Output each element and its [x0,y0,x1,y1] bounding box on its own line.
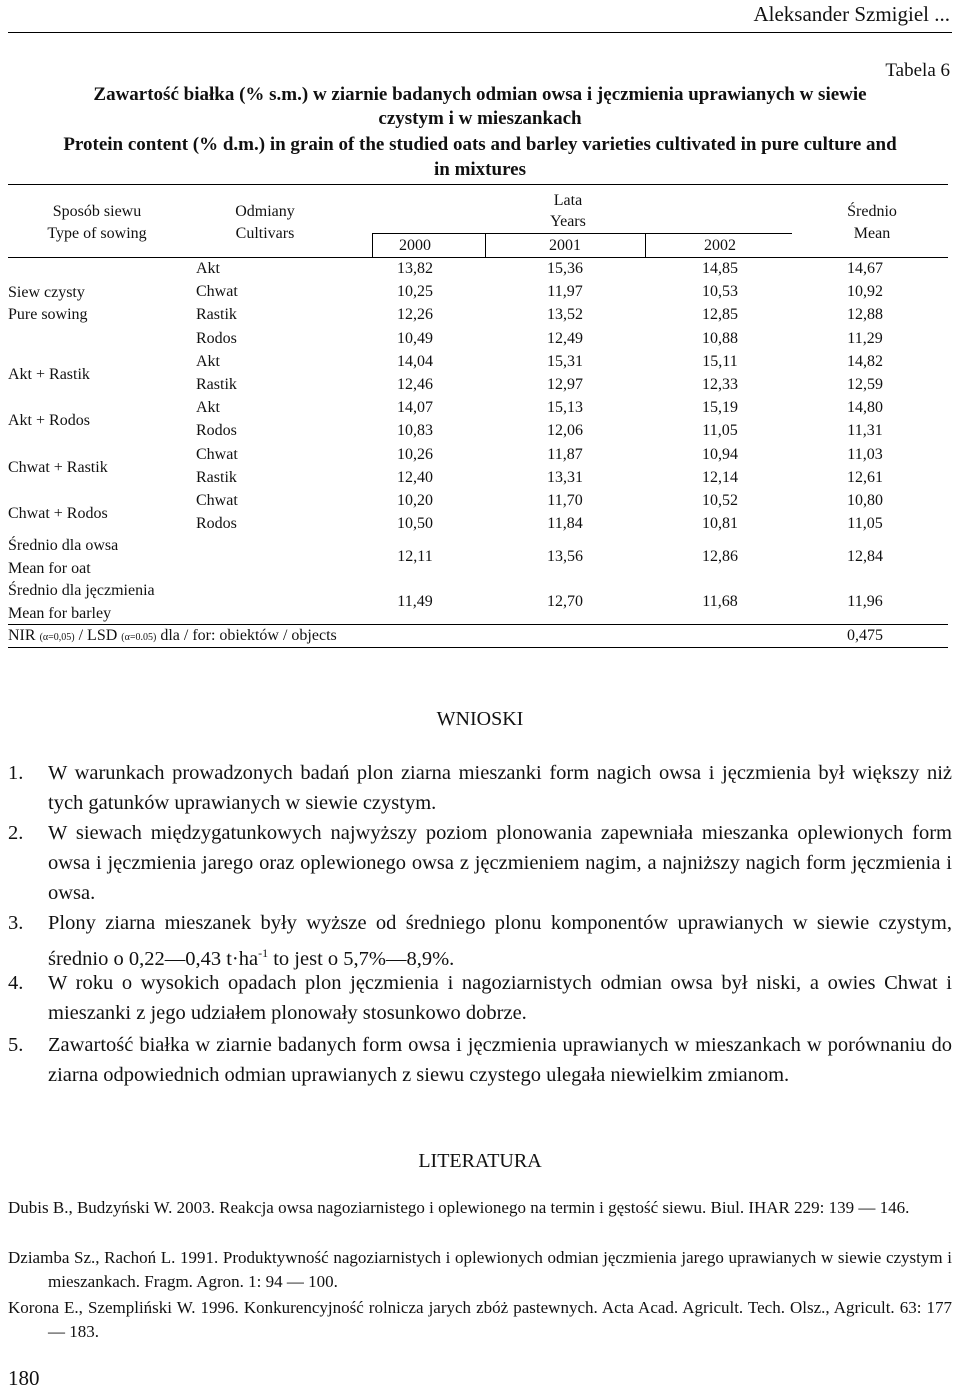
column-header-years: Lata [553,192,583,209]
reference-text: Dziamba Sz., Rachoń L. 1991. Produktywność nagoziarnistych i oplewionych odmian jęczmienia jarego uprawianych w siewie czystym i mieszankach. Fragm. Agron. 1: 94 — 100. [8,1248,952,1291]
mean-oat-label-en: Mean for oat [8,560,91,577]
cultivar-cell: Chwat [196,283,238,301]
cultivar-cell: Akt [196,399,220,417]
mean-barley-value: 12,70 [547,593,583,610]
row-group-label: Akt + Rodos [8,412,90,430]
lsd-alpha-en: (α=0.05) [121,632,157,643]
value-cell: 10,25 [397,283,433,301]
header-rule [8,32,952,33]
value-cell: 10,81 [702,515,738,533]
conclusion-item [8,968,952,1028]
value-cell: 10,52 [702,492,738,509]
value-cell: 12,06 [547,422,583,440]
value-cell: 11,03 [847,445,883,463]
lsd-top-rule [8,624,948,625]
value-cell: 11,05 [702,422,738,440]
mean-barley-value: 11,49 [397,593,433,610]
value-cell: 12,26 [397,306,433,324]
value-cell: 11,29 [847,329,883,347]
value-cell: 12,49 [547,329,583,347]
mean-barley-value: 11,96 [847,593,883,610]
literature-title: LITERATURA [418,1150,542,1172]
column-header-mean: Średnio [847,203,897,220]
running-head: Aleksander Szmigiel ... [753,2,950,26]
column-header-years-en: Years [550,213,586,230]
mean-barley-value: 11,68 [702,593,738,610]
years-divider [645,233,646,257]
unit-exponent: -1 [258,946,269,960]
value-cell: 10,80 [847,492,883,509]
cultivar-cell: Chwat [196,492,238,509]
value-cell: 11,05 [847,515,883,533]
mean-oat-value: 12,86 [702,548,738,565]
table-caption-pl: Zawartość białka (% s.m.) w ziarnie badanych odmian owsa i jęczmienia uprawianych w siewie [93,84,867,105]
conclusion-number: 3. [8,912,24,934]
conclusion-item [8,818,952,908]
year-header: 2000 [399,237,431,254]
value-cell: 14,07 [397,399,433,417]
conclusion-item [8,908,952,974]
cultivar-cell: Rodos [196,422,237,440]
value-cell: 14,80 [847,399,883,417]
value-cell: 12,14 [702,468,738,486]
conclusion-number: 1. [8,762,24,784]
value-cell: 11,87 [547,445,583,463]
column-header-mean-en: Mean [853,225,891,242]
mean-oat-value: 12,11 [397,548,433,565]
mean-oat-value: 12,84 [847,548,883,565]
cultivar-cell: Rodos [196,329,237,347]
value-cell: 10,88 [702,329,738,347]
column-header-sowing-en: Type of sowing [47,225,147,242]
conclusion-number: 2. [8,822,24,844]
cultivar-cell: Akt [196,352,220,370]
conclusion-number: 4. [8,972,24,994]
table-number: Tabela 6 [885,60,950,81]
reference-item [8,1246,952,1294]
row-group-label: Chwat + Rodos [8,505,108,523]
value-cell: 12,59 [847,376,883,393]
table-caption-en: Protein content (% d.m.) in grain of the studied oats and barley varieties cultivated in pure culture and [63,134,897,155]
value-cell: 12,85 [702,306,738,324]
lsd-slash: / LSD [78,627,118,644]
year-header: 2002 [704,237,736,254]
value-cell: 13,31 [547,468,583,486]
value-cell: 10,49 [397,329,433,347]
reference-text: Korona E., Szempliński W. 1996. Konkurencyjność rolnicza jarych zbóż pastewnych. Acta Acad. Agricult. Tech. Olsz., Agricult. 63: 177 — 183. [8,1298,952,1341]
lsd-value: 0,475 [847,627,883,644]
cultivar-cell: Chwat [196,445,238,463]
header-bottom-rule [8,257,948,258]
lsd-nir: NIR [8,627,36,644]
value-cell: 15,13 [547,399,583,417]
conclusion-item [8,758,952,818]
value-cell: 13,82 [397,260,433,277]
value-cell: 11,70 [547,492,583,509]
lsd-objects: dla / for: obiektów / objects [160,627,337,644]
table-caption-pl-cont: czystym i w mieszankach [378,108,582,129]
reference-item [8,1196,952,1220]
value-cell: 12,46 [397,376,433,393]
mean-barley-label: Średnio dla jęczmienia [8,582,155,599]
value-cell: 14,04 [397,352,433,370]
value-cell: 12,61 [847,468,883,486]
cultivar-cell: Rastik [196,306,237,324]
conclusion-text: W roku o wysokich opadach plon jęczmienia i nagoziarnistych odmian owsa był niski, a owies Chwat i mieszanki z jego udziałem plonowały stosunkowo dobrze. [48,972,952,1024]
cultivar-cell: Rodos [196,515,237,533]
conclusion-text-b: to jest o 5,7%—8,9%. [268,947,455,970]
value-cell: 12,40 [397,468,433,486]
value-cell: 10,26 [397,445,433,463]
page-number: 180 [8,1366,40,1390]
value-cell: 15,31 [547,352,583,370]
column-header-sowing: Sposób siewu [52,203,142,220]
row-group-label: Akt + Rastik [8,366,90,383]
table-caption-en-cont: in mixtures [433,159,526,180]
lsd-label [8,626,337,648]
value-cell: 15,19 [702,399,738,417]
value-cell: 15,11 [702,352,738,370]
value-cell: 11,97 [547,283,583,301]
reference-text: Dubis B., Budzyński W. 2003. Reakcja owsa nagoziarnistego i oplewionego na termin i gęstość siewu. Biul. IHAR 229: 139 — 146. [8,1198,910,1217]
conclusions-title: WNIOSKI [436,708,524,730]
value-cell: 11,84 [547,515,583,533]
conclusion-text: Zawartość białka w ziarnie badanych form owsa i jęczmienia uprawianych w mieszankach w porównaniu do ziarna odpowiednich odmian uprawianych z siewu czystego ulegała niewielkim zmianom. [48,1034,952,1086]
conclusion-text: W warunkach prowadzonych badań plon ziarna mieszanki form nagich owsa i jęczmienia był większy niż tych gatunków uprawianych w siewie czystym. [48,762,952,814]
value-cell: 10,83 [397,422,433,440]
value-cell: 12,97 [547,376,583,393]
row-group-label: Chwat + Rastik [8,458,108,476]
cultivar-cell: Akt [196,260,220,277]
cultivar-cell: Rastik [196,468,237,486]
conclusion-text [48,908,952,974]
reference-item [8,1296,952,1344]
value-cell: 15,36 [547,260,583,277]
conclusion-text-a: Plony ziarna mieszanek były wyższe od średniego plonu komponentów uprawianych w siewie czystym, średnio o 0,22—0,43 t·ha [48,912,952,970]
value-cell: 14,82 [847,352,883,370]
value-cell: 12,33 [702,376,738,393]
value-cell: 13,52 [547,306,583,324]
cultivar-cell: Rastik [196,376,237,393]
years-divider [485,233,486,257]
year-header: 2001 [549,237,581,254]
value-cell: 10,94 [702,445,738,463]
mean-oat-label: Średnio dla owsa [8,537,119,554]
lsd-alpha-pl: (α=0,05) [39,632,75,643]
table-top-rule [8,184,948,185]
mean-oat-value: 13,56 [547,548,583,565]
column-header-cultivars-en: Cultivars [235,225,295,242]
table-bottom-rule [8,647,948,648]
mean-barley-label-en: Mean for barley [8,605,112,622]
value-cell: 11,31 [847,422,883,440]
value-cell: 14,67 [847,260,883,277]
value-cell: 10,53 [702,283,738,301]
value-cell: 12,88 [847,306,883,324]
value-cell: 14,85 [702,260,738,277]
conclusion-text: W siewach międzygatunkowych najwyższy poziom plonowania zapewniała mieszanka oplewionych form owsa i jęczmienia jarego oraz oplewionego owsa z jęczmieniem nagim, a najniższy nagich form jęczmienia i owsa. [48,822,952,904]
years-rule [372,233,792,234]
conclusion-number: 5. [8,1034,24,1056]
row-group-label: Siew czysty [8,284,85,302]
value-cell: 10,20 [397,492,433,509]
row-group-label-en: Pure sowing [8,306,88,324]
value-cell: 10,92 [847,283,883,301]
column-header-cultivars: Odmiany [235,203,295,220]
conclusion-item [8,1030,952,1090]
value-cell: 10,50 [397,515,433,533]
